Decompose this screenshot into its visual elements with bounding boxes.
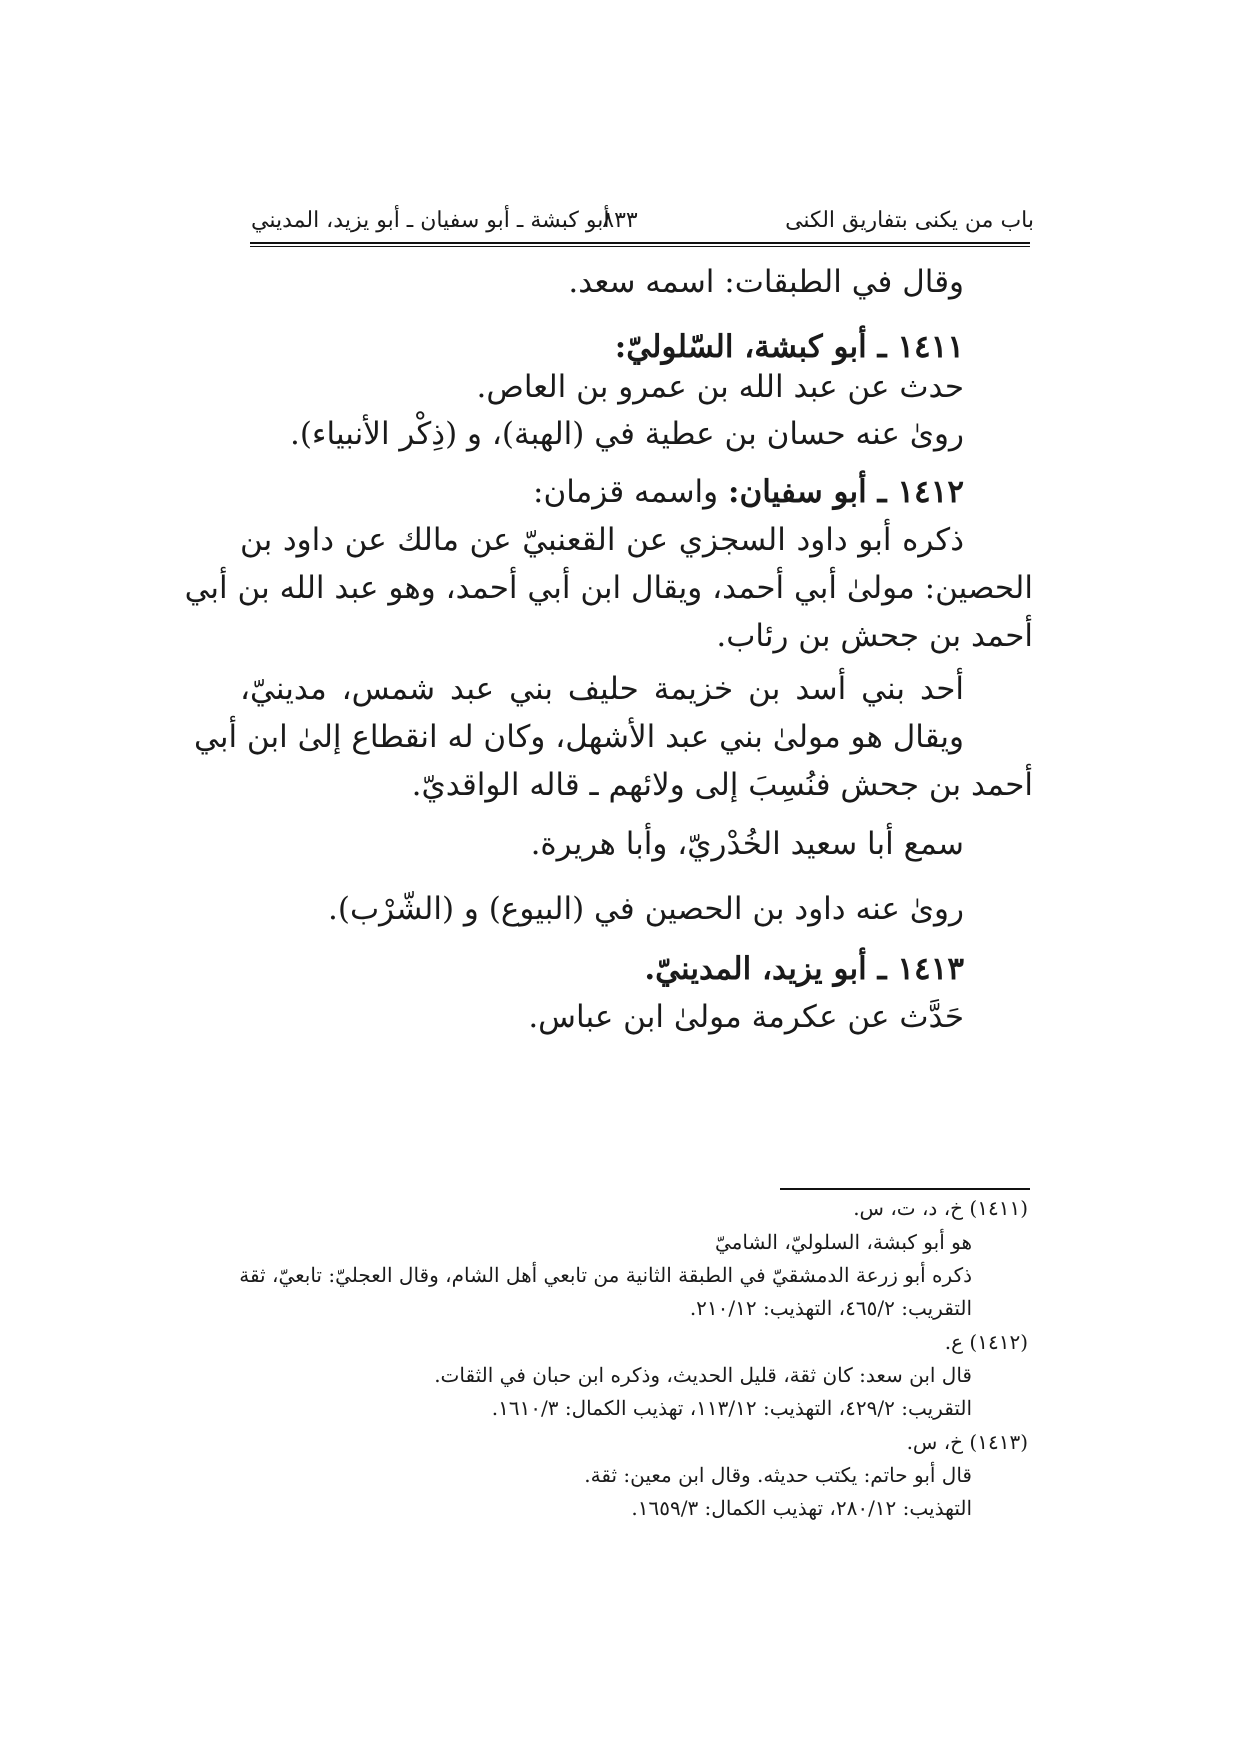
running-header-entries: أبو كبشة ـ أبو سفيان ـ أبو يزيد، المديني [251, 208, 610, 233]
entry-1412-name-note: واسمه قزمان: [533, 474, 719, 510]
footnote-line: قال أبو حاتم: يكتب حديثه. وقال ابن معين: ثقة. [584, 1463, 972, 1487]
text-line: سمع أبا سعيد الخُدْريّ، وأبا هريرة. [530, 826, 964, 862]
footnote-rule [780, 1188, 1030, 1190]
footnote-line: ذكره أبو زرعة الدمشقيّ في الطبقة الثانية من تابعي أهل الشام، وقال العجليّ: تابعيّ، ثقة [239, 1263, 972, 1287]
text-line: أحد بني أسد بن خزيمة حليف بني عبد شمس، مدينيّ، [240, 671, 964, 707]
running-header-chapter: باب من يكنى بتفاريق الكنى [785, 208, 1034, 233]
text-line: روىٰ عنه حسان بن عطية في (الهبة)، و (ذِكْر الأنبياء). [289, 416, 964, 452]
footnote-line: هو أبو كبشة، السلوليّ، الشاميّ [715, 1230, 972, 1254]
text-line: ويقال هو مولىٰ بني عبد الأشهل، وكان له انقطاع إلىٰ ابن أبي [193, 719, 964, 755]
entry-1412-heading [533, 468, 964, 516]
entry-1413-title: ١٤١٣ ـ أبو يزيد، المدينيّ. [644, 951, 964, 987]
footnote-1412-marker: (١٤١٢) ع. [944, 1330, 1028, 1354]
footnote-line: قال ابن سعد: كان ثقة، قليل الحديث، وذكره ابن حبان في الثقات. [434, 1363, 972, 1387]
text-line: وقال في الطبقات: اسمه سعد. [568, 264, 964, 300]
text-line: روىٰ عنه داود بن الحصين في (البيوع) و (الشّرْب). [328, 891, 964, 927]
footnote-1411-marker: (١٤١١) خ، د، ت، س. [853, 1196, 1028, 1220]
page-number: ٨٣٣ [602, 208, 638, 233]
text-line: الحصين: مولىٰ أبي أحمد، ويقال ابن أبي أحمد، وهو عبد الله بن أبي [184, 570, 1033, 606]
footnote-1413-marker: (١٤١٣) خ، س. [906, 1430, 1028, 1454]
header-rule [250, 242, 1030, 244]
text-line: حَدَّث عن عكرمة مولىٰ ابن عباس. [528, 999, 964, 1035]
footnote-line: التقريب: ٤٦٥/٢، التهذيب: ٢١٠/١٢. [689, 1296, 972, 1320]
text-line: حدث عن عبد الله بن عمرو بن العاص. [476, 369, 964, 405]
text-line: أحمد بن جحش بن رئاب. [716, 618, 1033, 654]
footnote-line: التقريب: ٤٢٩/٢، التهذيب: ١١٣/١٢، تهذيب الكمال: ١٦١٠/٣. [491, 1396, 972, 1420]
entry-1412-title: ١٤١٢ ـ أبو سفيان: [728, 474, 964, 510]
entry-1413-heading [644, 945, 964, 993]
text-line: أحمد بن جحش فنُسِبَ إلى ولائهم ـ قاله الواقديّ. [411, 767, 1033, 803]
footnote-line: التهذيب: ٢٨٠/١٢، تهذيب الكمال: ١٦٥٩/٣. [631, 1496, 972, 1520]
header-rule-thin [250, 246, 1030, 247]
text-line: ذكره أبو داود السجزي عن القعنبيّ عن مالك عن داود بن [240, 522, 964, 558]
entry-1411-title: ١٤١١ ـ أبو كبشة، السّلوليّ: [614, 329, 964, 365]
